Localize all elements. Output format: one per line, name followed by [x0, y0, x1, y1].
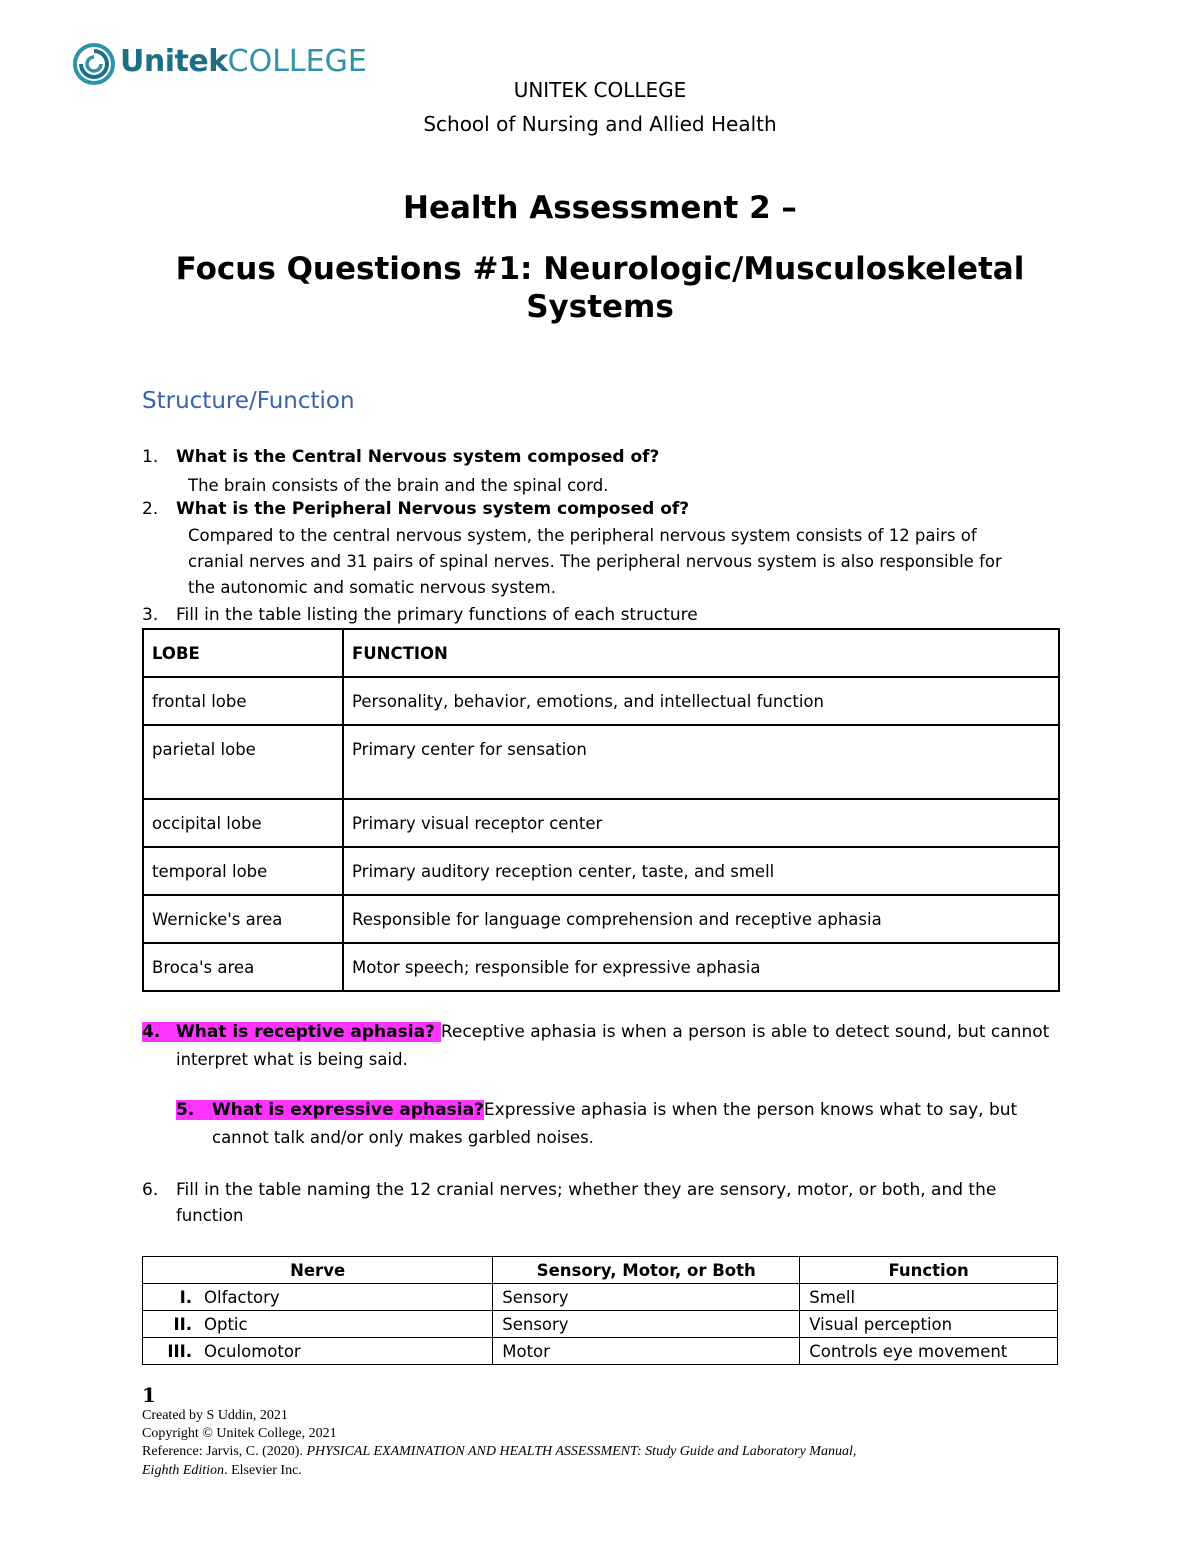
logo-word-unitek: Unitek — [120, 44, 228, 79]
college-name: UNITEK COLLEGE — [513, 78, 687, 102]
table-cell: Personality, behavior, emotions, and intellectual function — [343, 677, 1059, 725]
question-number: 5. — [176, 1100, 195, 1120]
table-header-cell: Nerve — [143, 1257, 493, 1284]
logo-word-college: COLLEGE — [227, 44, 367, 79]
table-header-cell: Sensory, Motor, or Both — [493, 1257, 800, 1284]
table-cell: Primary center for sensation — [343, 725, 1059, 799]
question-6 — [142, 1180, 996, 1200]
table-cell: Primary visual receptor center — [343, 799, 1059, 847]
table-row — [143, 677, 1059, 725]
reference-prefix: Reference: Jarvis, C. (2020). — [142, 1444, 307, 1459]
question-number: 3. — [142, 605, 159, 625]
page-number: 1 — [142, 1383, 156, 1407]
question-number: 1. — [142, 447, 159, 467]
answer-text: Receptive aphasia is when a person is able to detect sound, but cannot — [440, 1022, 1050, 1042]
question-4-highlight — [142, 1022, 441, 1042]
subtitle-line-2: Systems — [526, 289, 674, 325]
document-title: Health Assessment 2 – — [403, 190, 797, 226]
table-cell: Motor speech; responsible for expressive aphasia — [343, 943, 1059, 991]
nerve-name: Olfactory — [200, 1284, 493, 1311]
question-text: What is the Central Nervous system composed of? — [176, 447, 660, 467]
table-cell: temporal lobe — [143, 847, 343, 895]
nerve-type: Sensory — [493, 1311, 800, 1338]
nerve-numeral: II. — [143, 1311, 201, 1338]
table-header-cell: FUNCTION — [343, 629, 1059, 677]
question-text: Fill in the table listing the primary functions of each structure — [176, 605, 698, 625]
table-row — [143, 847, 1059, 895]
reference-publisher: . Elsevier Inc. — [224, 1463, 302, 1478]
table-row — [143, 895, 1059, 943]
table-header-row — [143, 629, 1059, 677]
nerve-function: Visual perception — [800, 1311, 1058, 1338]
school-name: School of Nursing and Allied Health — [423, 112, 777, 136]
answer-line: Compared to the central nervous system, the peripheral nervous system consists of 12 pairs of — [188, 526, 977, 545]
question-number: 4. — [142, 1022, 161, 1042]
answer-1: The brain consists of the brain and the spinal cord. — [188, 476, 609, 495]
question-number: 6. — [142, 1180, 159, 1200]
question-5 — [176, 1100, 1017, 1120]
table-cell: occipital lobe — [143, 799, 343, 847]
reference-edition: Eighth Edition — [142, 1463, 225, 1478]
question-4 — [142, 1022, 1049, 1042]
cranial-nerve-table — [142, 1256, 1058, 1365]
table-cell: Primary auditory reception center, taste, and smell — [343, 847, 1059, 895]
table-row — [143, 1284, 1058, 1311]
question-3 — [142, 605, 698, 625]
nerve-name: Oculomotor — [200, 1338, 493, 1365]
question-text: Fill in the table naming the 12 cranial nerves; whether they are sensory, motor, or both, and the — [176, 1180, 997, 1200]
table-header-cell: LOBE — [143, 629, 343, 677]
footer-reference — [142, 1444, 856, 1460]
document-subtitle — [0, 250, 1200, 326]
answer-5-continued: cannot talk and/or only makes garbled noises. — [212, 1128, 594, 1147]
answer-line: the autonomic and somatic nervous system. — [188, 578, 556, 597]
nerve-numeral: I. — [143, 1284, 201, 1311]
table-row — [143, 799, 1059, 847]
table-cell: Wernicke's area — [143, 895, 343, 943]
table-row — [143, 1338, 1058, 1365]
table-cell: Responsible for language comprehension and receptive aphasia — [343, 895, 1059, 943]
table-row — [143, 1311, 1058, 1338]
nerve-numeral: III. — [143, 1338, 201, 1365]
table-header-row — [143, 1257, 1058, 1284]
nerve-function: Controls eye movement — [800, 1338, 1058, 1365]
nerve-name: Optic — [200, 1311, 493, 1338]
question-text: What is expressive aphasia? — [212, 1100, 484, 1120]
answer-line: cranial nerves and 31 pairs of spinal nerves. The peripheral nervous system is also responsible for — [188, 552, 1002, 571]
table-header-cell: Function — [800, 1257, 1058, 1284]
nerve-type: Sensory — [493, 1284, 800, 1311]
footer-created-by: Created by S Uddin, 2021 — [142, 1408, 288, 1423]
reference-title: PHYSICAL EXAMINATION AND HEALTH ASSESSMENT: Study Guide and Laboratory Manual, — [306, 1444, 857, 1459]
question-text: What is the Peripheral Nervous system composed of? — [176, 499, 690, 519]
answer-text: Expressive aphasia is when the person knows what to say, but — [483, 1100, 1018, 1120]
lobe-function-table — [142, 628, 1060, 992]
table-cell: Broca's area — [143, 943, 343, 991]
question-1 — [142, 447, 659, 467]
footer-copyright: Copyright © Unitek College, 2021 — [142, 1426, 337, 1441]
footer-reference-continued — [142, 1463, 302, 1479]
table-cell: frontal lobe — [143, 677, 343, 725]
subtitle-line-1: Focus Questions #1: Neurologic/Musculoskeletal — [175, 251, 1025, 287]
question-5-highlight — [176, 1100, 484, 1120]
question-number: 2. — [142, 499, 159, 519]
section-heading: Structure/Function — [142, 388, 355, 414]
answer-4-continued: interpret what is being said. — [176, 1050, 408, 1069]
question-text: What is receptive aphasia? — [176, 1022, 441, 1042]
nerve-type: Motor — [493, 1338, 800, 1365]
answer-2 — [188, 523, 1002, 601]
table-cell: parietal lobe — [143, 725, 343, 799]
table-row — [143, 725, 1059, 799]
table-row — [143, 943, 1059, 991]
question-6-continued: function — [176, 1206, 244, 1225]
question-2 — [142, 499, 689, 519]
nerve-function: Smell — [800, 1284, 1058, 1311]
